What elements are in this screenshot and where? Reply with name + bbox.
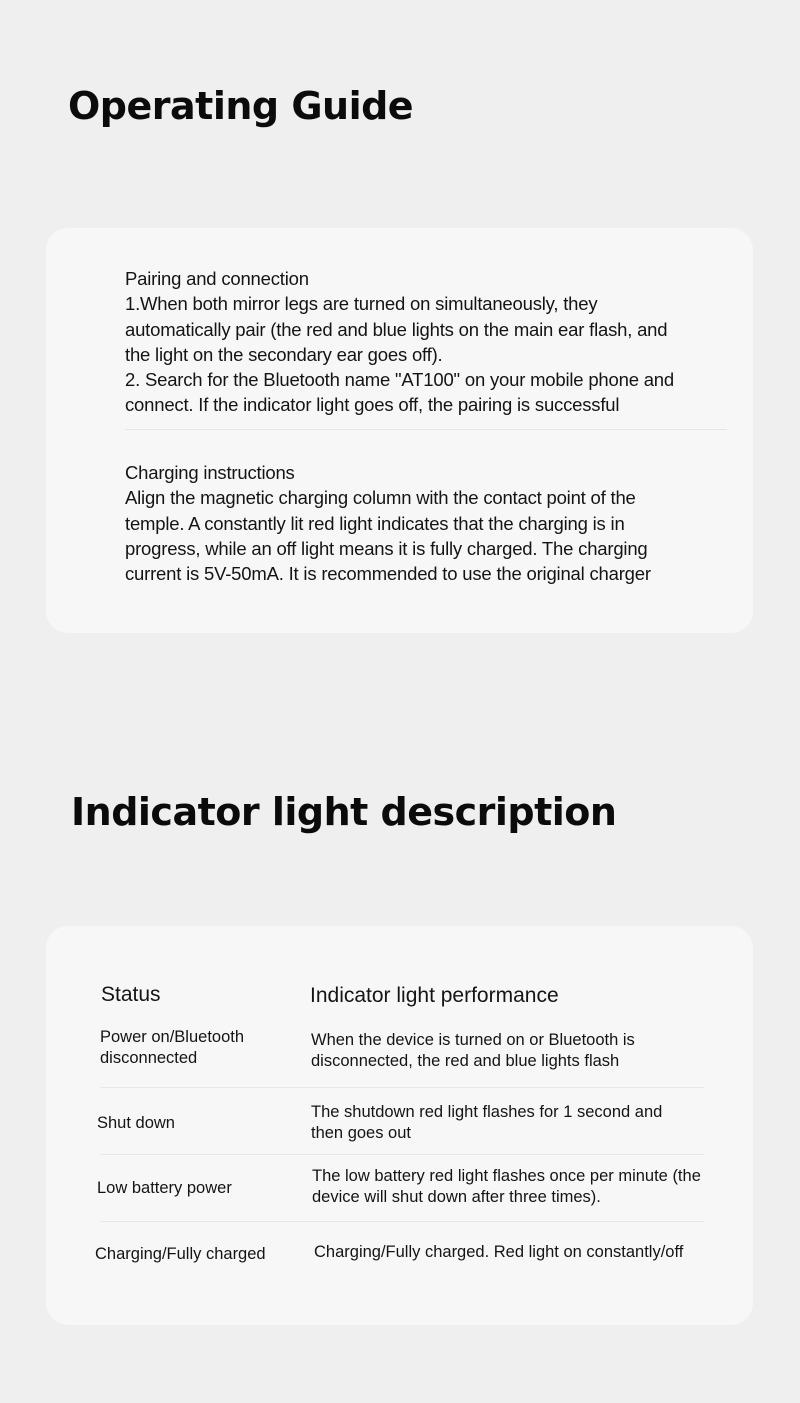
charging-section — [125, 460, 745, 586]
performance-cell — [312, 1166, 701, 1208]
pairing-heading: Pairing and connection — [125, 268, 309, 289]
performance-line: device will shut down after three times). — [312, 1188, 601, 1206]
status-line: Shut down — [97, 1114, 175, 1132]
performance-line: The shutdown red light flashes for 1 second and — [311, 1103, 663, 1121]
indicator-table-card — [46, 926, 753, 1325]
charging-line: progress, while an off light means it is fully charged. The charging — [125, 537, 648, 559]
status-line: disconnected — [100, 1049, 198, 1067]
charging-line: temple. A constantly lit red light indicates that the charging is in — [125, 512, 625, 534]
row-divider — [100, 1087, 704, 1088]
performance-line: then goes out — [311, 1124, 411, 1142]
status-line: Low battery power — [97, 1179, 232, 1197]
status-line: Power on/Bluetooth — [100, 1028, 245, 1046]
charging-line: current is 5V-50mA. It is recommended to use the original charger — [125, 563, 651, 585]
pairing-line: connect. If the indicator light goes off, the pairing is successful — [125, 394, 620, 416]
pairing-line: 2. Search for the Bluetooth name "AT100" on your mobile phone and — [125, 369, 674, 391]
performance-cell — [311, 1030, 635, 1072]
performance-cell — [314, 1242, 683, 1263]
status-cell — [100, 1027, 244, 1069]
charging-line: Align the magnetic charging column with the contact point of the — [125, 487, 636, 509]
performance-line: When the device is turned on or Bluetooth is — [311, 1031, 635, 1049]
pairing-section — [125, 266, 745, 418]
row-divider — [100, 1154, 704, 1155]
section-divider — [125, 429, 727, 430]
operating-guide-title: Operating Guide — [68, 84, 414, 128]
pairing-line: 1.When both mirror legs are turned on simultaneously, they — [125, 293, 598, 315]
charging-heading: Charging instructions — [125, 462, 295, 483]
column-header-performance: Indicator light performance — [310, 984, 559, 1007]
status-cell — [97, 1178, 232, 1199]
row-divider — [100, 1221, 704, 1222]
pairing-line: automatically pair (the red and blue lights on the main ear flash, and — [125, 318, 668, 340]
pairing-line: the light on the secondary ear goes off). — [125, 343, 443, 365]
performance-line: disconnected, the red and blue lights flash — [311, 1052, 620, 1070]
performance-line: The low battery red light flashes once per minute (the — [312, 1167, 701, 1185]
status-line: Charging/Fully charged — [95, 1245, 266, 1263]
operating-guide-card — [46, 228, 753, 633]
status-cell — [97, 1113, 175, 1134]
performance-cell — [311, 1102, 662, 1144]
column-header-status: Status — [101, 983, 161, 1006]
performance-line: Charging/Fully charged. Red light on constantly/off — [314, 1243, 684, 1261]
indicator-title: Indicator light description — [71, 790, 617, 834]
status-cell — [95, 1244, 266, 1265]
